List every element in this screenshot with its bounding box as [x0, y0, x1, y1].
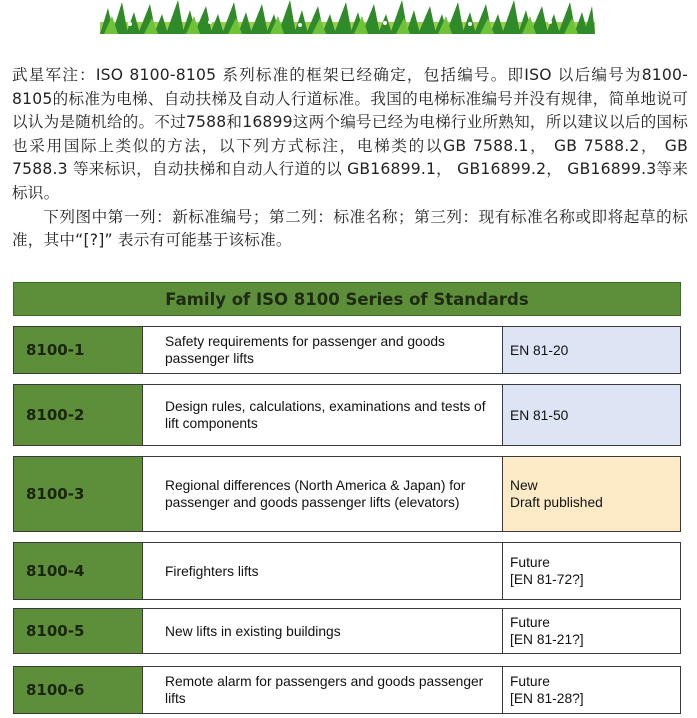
standard-name: New lifts in existing buildings [143, 609, 503, 653]
table-row [13, 542, 681, 600]
article-paragraph-2: 下列图中第一列：新标准编号；第二列：标准名称；第三列：现有标准名称或即将起草的标准，其中“[?]” 表示有可能基于该标准。 [12, 207, 688, 250]
reference-line-2: [EN 81-72?] [510, 572, 584, 587]
standard-name: Safety requirements for passenger and goods passenger lifts [143, 327, 503, 373]
table-row [13, 456, 681, 532]
reference-line-1: New [510, 478, 538, 493]
table-row [13, 608, 681, 654]
reference-line-1: EN 81-50 [510, 407, 569, 423]
article-paragraph-1: 武星军注：ISO 8100-8105 系列标准的框架已经确定，包括编号。即ISO 以后编号为8100-8105的标准为电梯、自动扶梯及自动人行道标准。我国的电梯标准编号并没有规律，简单地说可以认为是随机给的。不过7588和16899这两个编号已经为电梯行业所熟知，所以建议以后的国标也采用国际上类似的方法，以下列方式标注，电梯类的以GB 7588.1， GB 7588.2， GB 7588.3 等来标识，自动扶梯和自动人行道的以 GB16899.1， GB16899.2， GB16899.3等来标识。 [12, 66, 688, 202]
reference-line-1: Future [510, 555, 550, 570]
standards-table-title: Family of ISO 8100 Series of Standards [13, 282, 681, 316]
table-row [13, 666, 681, 714]
reference-line-1: Future [510, 674, 550, 689]
standard-code: 8100-3 [14, 457, 143, 531]
standard-code: 8100-4 [14, 543, 143, 599]
standard-reference [503, 543, 680, 599]
article-text [12, 64, 688, 253]
grass-banner-decoration [100, 0, 595, 34]
reference-line-2: [EN 81-21?] [510, 632, 584, 647]
standard-reference [503, 609, 680, 653]
standard-code: 8100-6 [14, 667, 143, 713]
standard-reference [503, 385, 680, 445]
standard-name: Regional differences (North America & Japan) for passenger and goods passenger lifts (elevators) [143, 457, 503, 531]
standard-reference [503, 327, 680, 373]
reference-line-2: [EN 81-28?] [510, 691, 584, 706]
standard-name: Firefighters lifts [143, 543, 503, 599]
table-row [13, 384, 681, 446]
standard-code: 8100-1 [14, 327, 143, 373]
standard-name: Design rules, calculations, examinations and tests of lift components [143, 385, 503, 445]
standard-reference [503, 667, 680, 713]
reference-line-1: Future [510, 615, 550, 630]
grass-banner-icon [100, 0, 595, 34]
table-row [13, 326, 681, 374]
standard-code: 8100-5 [14, 609, 143, 653]
standard-name: Remote alarm for passengers and goods passenger lifts [143, 667, 503, 713]
standard-code: 8100-2 [14, 385, 143, 445]
reference-line-2: Draft published [510, 495, 603, 510]
reference-line-1: EN 81-20 [510, 342, 569, 358]
standard-reference [503, 457, 680, 531]
